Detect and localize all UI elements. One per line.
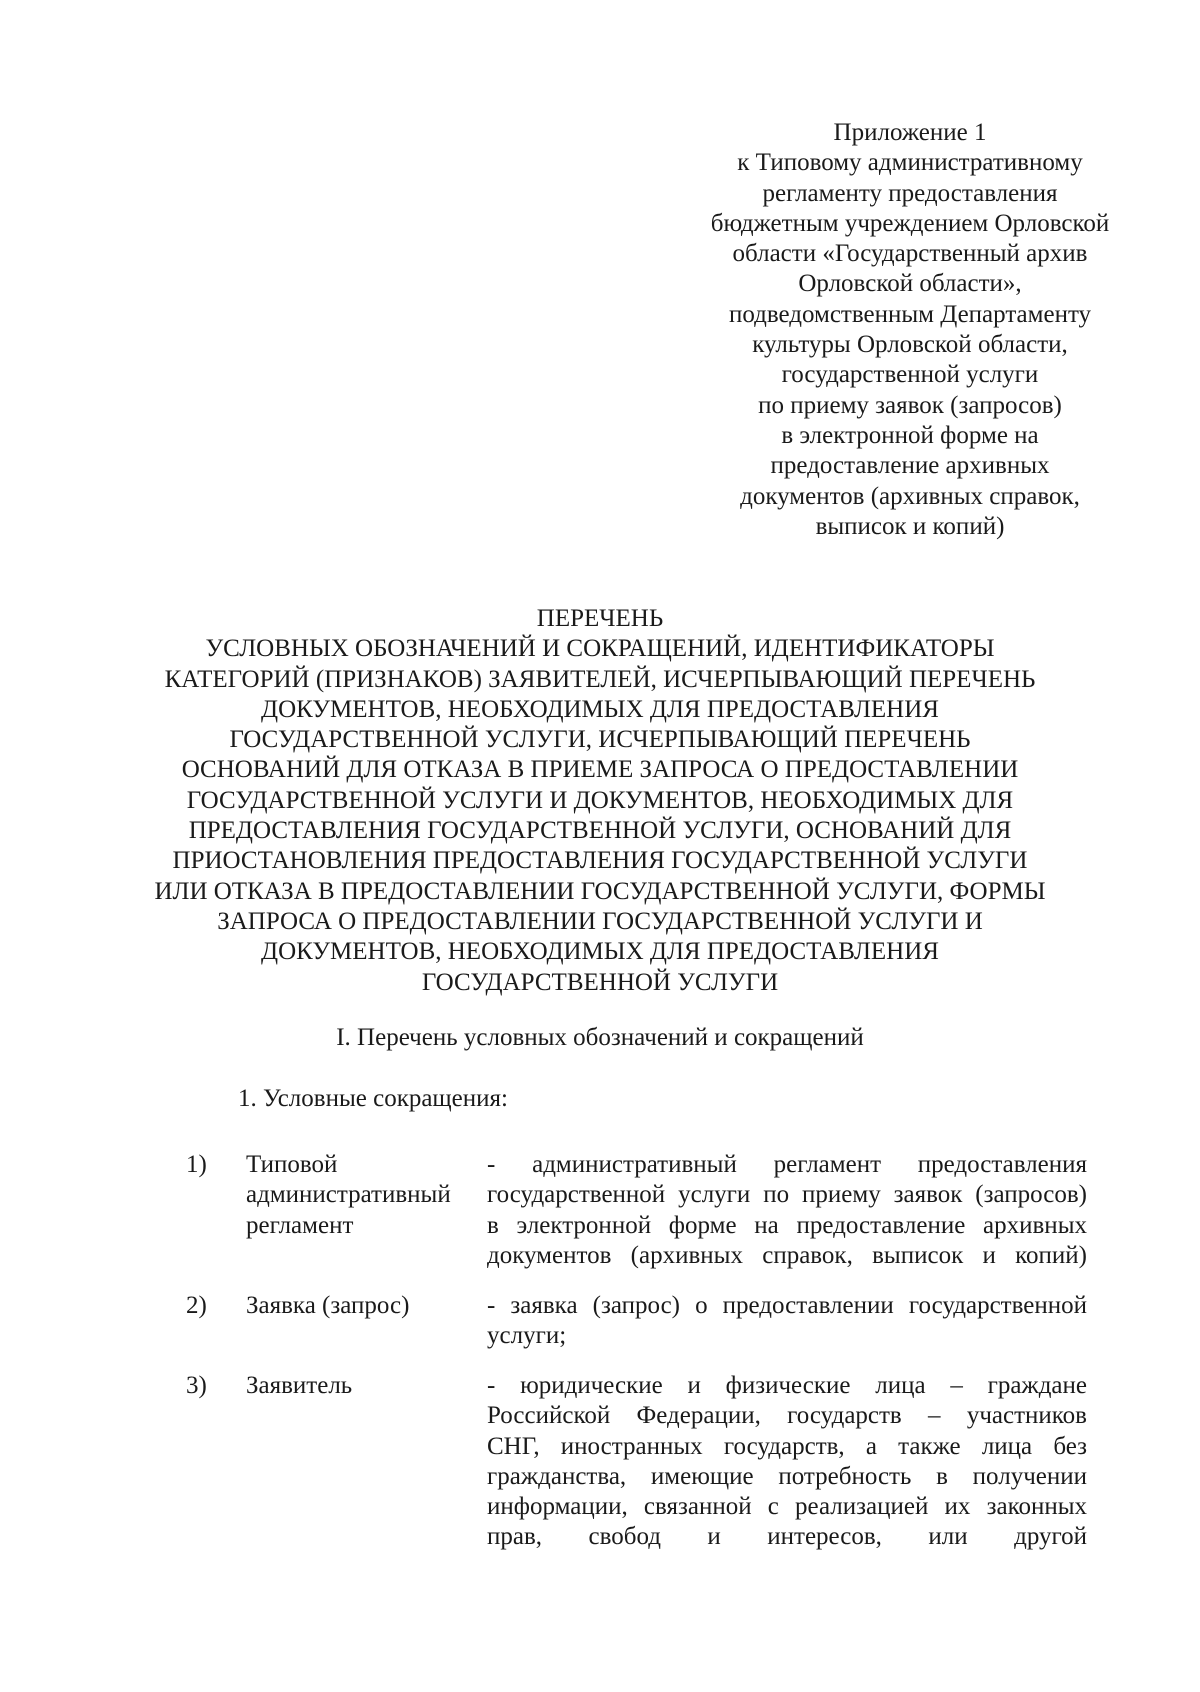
title-line: ЗАПРОСА О ПРЕДОСТАВЛЕНИИ ГОСУДАРСТВЕННОЙ УСЛУГИ И [217,907,983,935]
appendix-line: государственной услуги [781,361,1039,389]
definition-line: информации, связанной с реализацией их законных [487,1493,1087,1521]
appendix-line: культуры Орловской области, [752,331,1068,359]
abbreviation-definition [487,1371,1087,1553]
title-line: ПРЕДОСТАВЛЕНИЯ ГОСУДАРСТВЕННОЙ УСЛУГИ, ОСНОВАНИЙ ДЛЯ [188,817,1012,845]
section-title: I. Перечень условных обозначений и сокращений [336,1024,864,1051]
term-line: Типовой [246,1151,338,1178]
abbreviation-term [246,1371,466,1401]
abbreviation-definition [487,1150,1087,1271]
title-line: ДОКУМЕНТОВ, НЕОБХОДИМЫХ ДЛЯ ПРЕДОСТАВЛЕНИЯ [261,695,939,723]
appendix-line: по приему заявок (запросов) [758,391,1062,419]
definition-line: - административный регламент предоставления [487,1151,1087,1178]
appendix-line: подведомственным Департаменту [728,300,1092,328]
term-line: Заявитель [246,1372,353,1399]
item-number: 1) [186,1151,207,1178]
appendix-line: предоставление архивных [770,452,1050,480]
item-number: 3) [186,1372,207,1399]
appendix-header [690,118,1130,542]
subsection-title: 1. Условные сокращения: [238,1085,508,1112]
title-line: ГОСУДАРСТВЕННОЙ УСЛУГИ [421,968,779,996]
item-number: 2) [186,1292,207,1319]
definition-line: Российской Федерации, государств – участников [487,1402,1087,1430]
appendix-line: области «Государственный архив [732,240,1088,268]
title-line: ИЛИ ОТКАЗА В ПРЕДОСТАВЛЕНИИ ГОСУДАРСТВЕННОЙ УСЛУГИ, ФОРМЫ [154,877,1046,905]
definition-line: прав, свобод и интересов, или другой [487,1523,1087,1551]
appendix-line: Орловской области», [798,270,1022,298]
title-line: ОСНОВАНИЙ ДЛЯ ОТКАЗА В ПРИЕМЕ ЗАПРОСА О ПРЕДОСТАВЛЕНИИ [181,756,1019,784]
definition-line: СНГ, иностранных государств, а также лица без [487,1432,1087,1460]
appendix-line: выписок и копий) [815,512,1005,540]
appendix-line: Приложение 1 [833,119,987,146]
definition-line: услуги; [487,1322,567,1350]
definition-line: в электронной форме на предоставление архивных [487,1211,1087,1239]
title-line: ГОСУДАРСТВЕННОЙ УСЛУГИ, ИСЧЕРПЫВАЮЩИЙ ПЕРЕЧЕНЬ [229,726,971,754]
appendix-line: документов (архивных справок, [740,482,1080,510]
document-title [150,604,1050,998]
definition-line: документов (архивных справок, выписок и копий) [487,1241,1087,1269]
term-line: Заявка (запрос) [246,1292,410,1319]
appendix-line: в электронной форме на [781,421,1039,449]
appendix-line: регламенту предоставления [762,179,1058,207]
definition-line: - заявка (запрос) о предоставлении государственной [487,1292,1087,1319]
title-line: ДОКУМЕНТОВ, НЕОБХОДИМЫХ ДЛЯ ПРЕДОСТАВЛЕНИЯ [261,938,939,966]
title-line: КАТЕГОРИЙ (ПРИЗНАКОВ) ЗАЯВИТЕЛЕЙ, ИСЧЕРПЫВАЮЩИЙ ПЕРЕЧЕНЬ [164,665,1036,693]
term-line: административный [246,1181,451,1209]
appendix-line: бюджетным учреждением Орловской [710,209,1110,237]
abbreviation-definition [487,1291,1087,1352]
title-line: ПЕРЕЧЕНЬ [536,605,664,632]
definition-line: - юридические и физические лица – граждане [487,1372,1087,1399]
term-line: регламент [246,1211,354,1239]
abbreviation-term [246,1291,466,1321]
definition-line: государственной услуги по приему заявок (запросов) [487,1181,1087,1209]
title-line: ГОСУДАРСТВЕННОЙ УСЛУГИ И ДОКУМЕНТОВ, НЕОБХОДИМЫХ ДЛЯ [186,786,1014,814]
definition-line: гражданства, имеющие потребность в получении [487,1462,1087,1490]
title-line: ПРИОСТАНОВЛЕНИЯ ПРЕДОСТАВЛЕНИЯ ГОСУДАРСТВЕННОЙ УСЛУГИ [172,847,1028,875]
abbreviation-term [246,1150,466,1241]
title-line: УСЛОВНЫХ ОБОЗНАЧЕНИЙ И СОКРАЩЕНИЙ, ИДЕНТИФИКАТОРЫ [205,635,995,663]
appendix-line: к Типовому административному [737,149,1083,177]
